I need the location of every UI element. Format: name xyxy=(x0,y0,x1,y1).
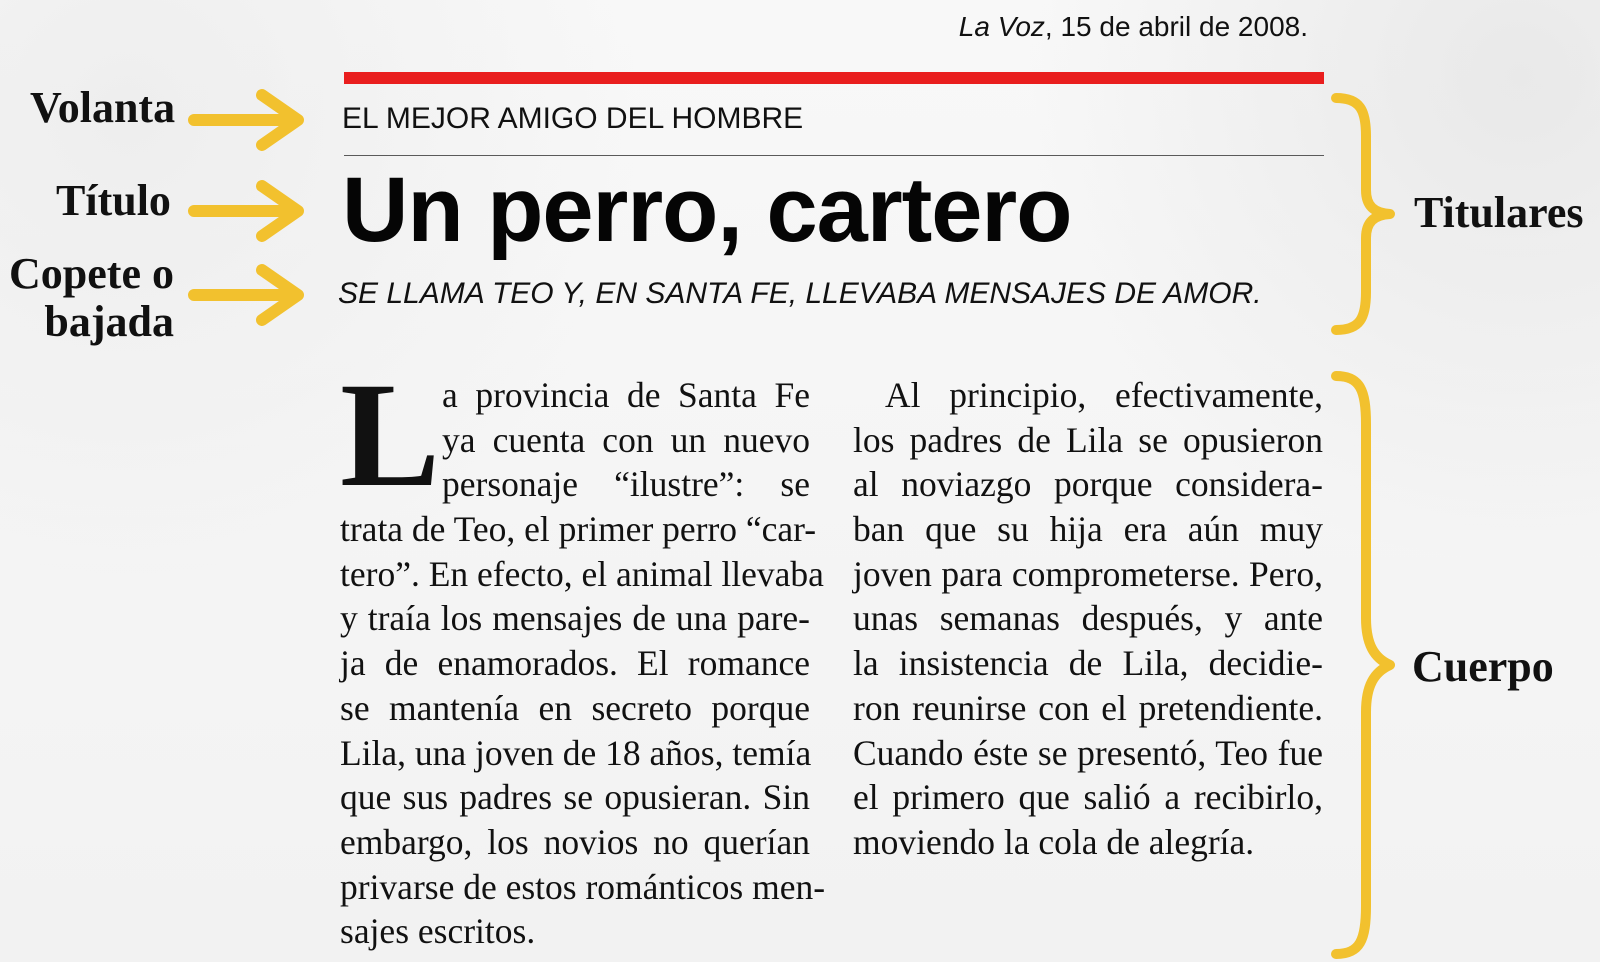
article-volanta: EL MEJOR AMIGO DEL HOMBRE xyxy=(342,102,804,135)
red-header-bar xyxy=(344,72,1324,84)
left-body-line-4: trata de Teo, el primer perro “car- xyxy=(340,509,817,550)
right-body-line-9: Cuando éste se presentó, Teo fue xyxy=(853,732,1323,773)
label-copete: Copete o bajada xyxy=(9,249,174,346)
right-body-line-3: al noviazgo porque considera- xyxy=(853,464,1323,505)
right-body-line-8: ron reunirse con el pretendiente. xyxy=(853,687,1323,728)
volanta-arrow-icon xyxy=(190,85,328,155)
right-body-line-1: Al principio, efectivamente, xyxy=(885,375,1323,415)
newspaper-source xyxy=(959,10,1308,44)
left-body-line-8: se mantenía en secreto porque xyxy=(340,687,810,728)
right-body-line-10: el primero que salió a recibirlo, xyxy=(853,777,1323,818)
label-cuerpo: Cuerpo xyxy=(1412,642,1554,691)
left-body-line-11: embargo, los novios no querían xyxy=(340,821,810,862)
right-body-line-6: unas semanas después, y ante xyxy=(853,598,1323,639)
left-body-line-3: personaje “ilustre”: se xyxy=(442,464,810,505)
article-title: Un perro, cartero xyxy=(342,159,1072,261)
left-body-line-6: y traía los mensajes de una pare- xyxy=(340,598,810,639)
newspaper-name: La Voz xyxy=(958,11,1045,42)
left-body-line-13: sajes escritos. xyxy=(340,911,536,952)
left-body-line-2: ya cuenta con un nuevo xyxy=(442,419,810,460)
right-body-line-11: moviendo la cola de alegría. xyxy=(853,821,1255,862)
titulo-arrow-icon xyxy=(190,176,328,246)
drop-cap: L xyxy=(340,352,441,518)
right-body-line-7: la insistencia de Lila, decidie- xyxy=(853,643,1323,684)
left-body-line-12: privarse de estos románticos men- xyxy=(340,866,826,907)
label-titulares: Titulares xyxy=(1414,188,1584,237)
copete-arrow-icon xyxy=(190,260,328,330)
right-body-line-5: joven para comprometerse. Pero, xyxy=(853,553,1323,594)
label-titulo: Título xyxy=(56,176,171,225)
left-body-line-1: a provincia de Santa Fe xyxy=(442,375,810,415)
left-body-line-7: ja de enamorados. El romance xyxy=(340,643,810,684)
article-right-column xyxy=(853,373,1323,865)
left-body-line-10: que sus padres se opusieran. Sin xyxy=(340,777,810,818)
left-body-line-9: Lila, una joven de 18 años, temía xyxy=(340,732,812,773)
titulares-curly-brace-icon xyxy=(1328,94,1396,334)
publication-date: , 15 de abril de 2008. xyxy=(1044,11,1308,42)
right-body-line-2: los padres de Lila se opusieron xyxy=(853,419,1323,460)
article-copete: SE LLAMA TEO Y, EN SANTA FE, LLEVABA MENSAJES DE AMOR. xyxy=(338,277,1262,310)
cuerpo-curly-brace-icon xyxy=(1328,372,1396,958)
label-volanta: Volanta xyxy=(30,83,176,132)
article-left-column xyxy=(340,373,826,954)
right-body-line-4: ban que su hija era aún muy xyxy=(853,509,1323,550)
left-body-line-5: tero”. En efecto, el animal llevaba xyxy=(340,553,824,594)
